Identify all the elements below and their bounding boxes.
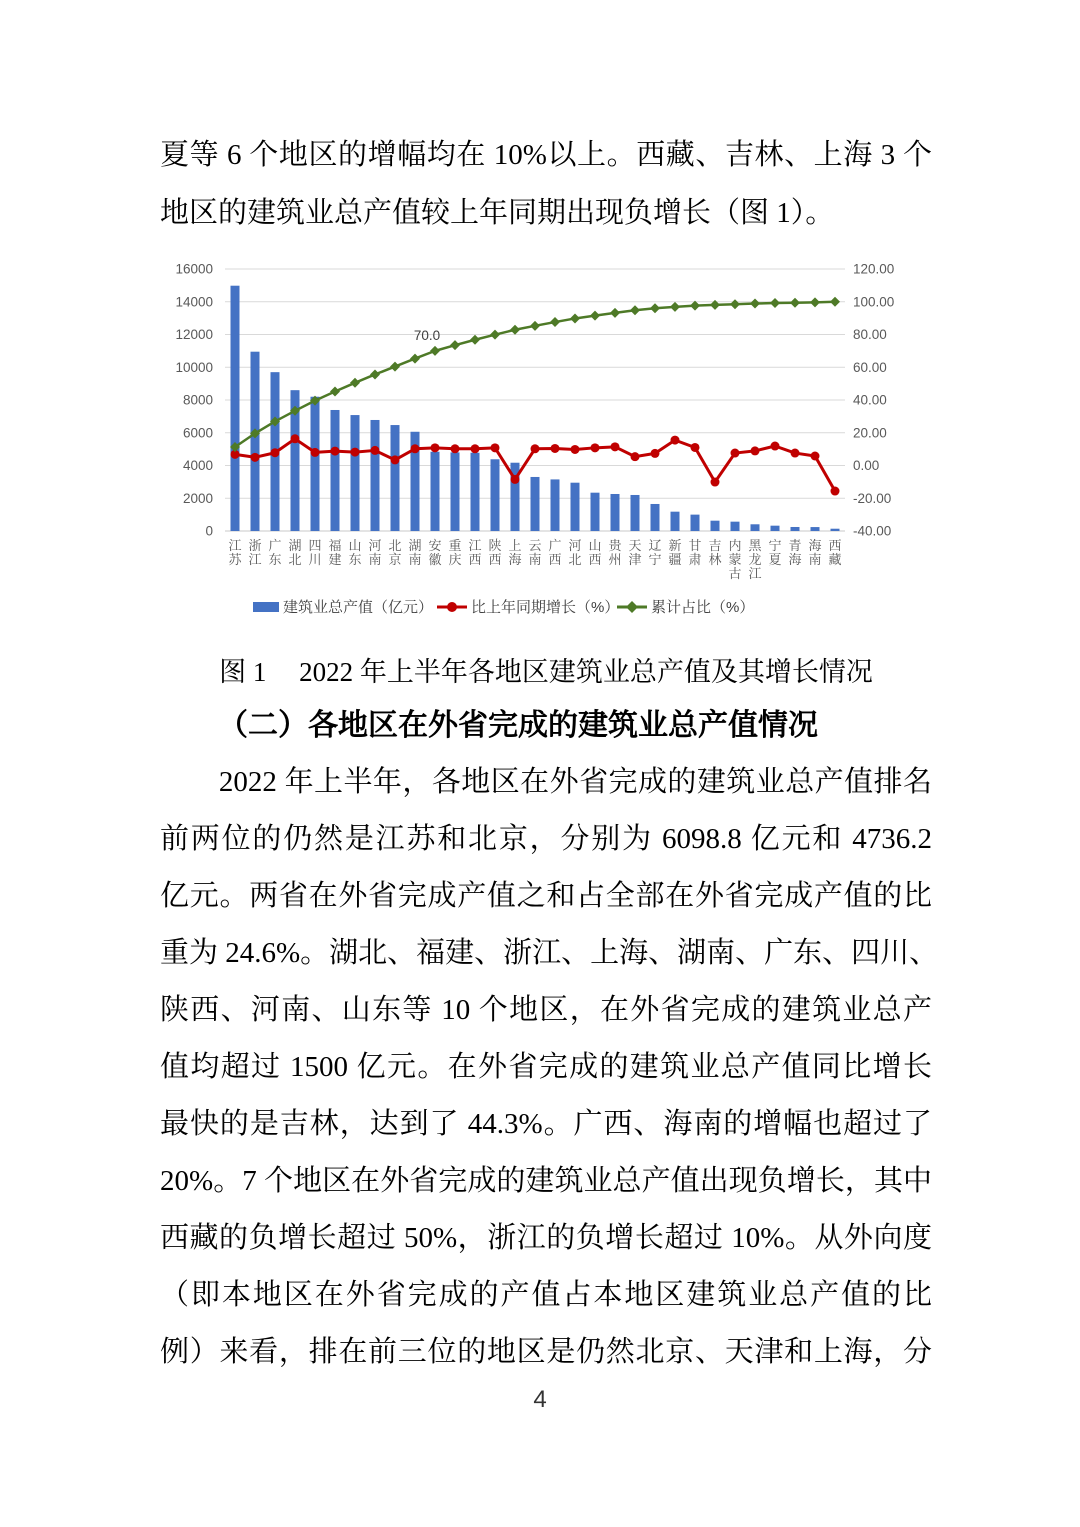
right-axis-tick-label: -20.00 — [853, 490, 892, 506]
figure-1-chart — [140, 250, 950, 635]
circle-marker — [391, 455, 400, 464]
bar — [491, 459, 500, 531]
bar — [591, 493, 600, 531]
diamond-marker — [770, 298, 780, 308]
section-heading: （二）各地区在外省完成的建筑业总产值情况 — [218, 709, 818, 742]
diamond-marker — [750, 299, 760, 309]
right-axis-tick-label: 120.00 — [853, 261, 895, 277]
bar — [431, 452, 440, 531]
bar — [831, 529, 840, 531]
x-axis-category-label: 天津 — [628, 538, 642, 567]
bar — [771, 526, 780, 531]
diamond-marker — [490, 330, 500, 340]
text-line: （即本地区在外省完成的产值占本地区建筑业总产值的比 — [160, 1279, 932, 1311]
bar — [691, 515, 700, 531]
left-axis-tick-label: 2000 — [182, 490, 213, 506]
diamond-marker — [630, 305, 640, 315]
x-axis-category-label: 海南 — [808, 538, 822, 567]
legend-label: 累计占比（%） — [651, 599, 755, 616]
x-axis-category-label: 辽宁 — [648, 538, 662, 567]
diamond-marker — [650, 303, 660, 313]
circle-marker — [371, 446, 380, 455]
circle-marker — [611, 442, 620, 451]
x-axis-category-label: 吉林 — [708, 538, 722, 567]
x-axis-category-label: 黑龙江 — [748, 538, 762, 581]
x-axis-category-label: 陕西 — [488, 538, 502, 567]
x-axis-category-label: 重庆 — [448, 538, 462, 567]
circle-marker — [651, 449, 660, 458]
x-axis-category-label: 安徽 — [428, 538, 442, 567]
x-axis-category-label: 北京 — [388, 538, 402, 567]
circle-marker — [491, 443, 500, 452]
bar — [551, 479, 560, 531]
text-line: 夏等 6 个地区的增幅均在 10%以上。西藏、吉林、上海 3 个 — [160, 139, 932, 171]
x-axis-category-label: 广东 — [268, 538, 282, 567]
x-axis-category-label: 广西 — [548, 538, 562, 567]
circle-marker — [311, 448, 320, 457]
page-number: 4 — [533, 1386, 547, 1413]
diamond-marker — [510, 325, 520, 335]
circle-marker — [531, 444, 540, 453]
text-line: 值均超过 1500 亿元。在外省完成的建筑业总产值同比增长 — [160, 1051, 932, 1083]
circle-marker — [551, 444, 560, 453]
circle-marker — [791, 449, 800, 458]
legend-circle-marker — [447, 602, 457, 612]
bar — [811, 527, 820, 531]
body-paragraph — [160, 754, 939, 1381]
bar — [751, 524, 760, 531]
right-axis-tick-label: 80.00 — [853, 327, 887, 342]
intro-paragraph — [160, 126, 932, 242]
bar — [711, 521, 720, 531]
text-line: 前两位的仍然是江苏和北京，分别为 6098.8 亿元和 4736.2 — [160, 823, 932, 855]
circle-marker — [711, 478, 720, 487]
x-axis-category-label: 西藏 — [828, 538, 842, 567]
circle-marker — [751, 446, 760, 455]
circle-marker — [251, 453, 260, 462]
x-axis-category-label: 云南 — [528, 538, 542, 567]
diamond-marker — [810, 297, 820, 307]
bar — [351, 415, 360, 531]
legend-diamond-marker — [626, 601, 638, 613]
left-axis-tick-label: 4000 — [182, 458, 213, 473]
diamond-marker — [570, 313, 580, 323]
diamond-marker — [470, 335, 480, 345]
x-axis-category-label: 福建 — [328, 538, 342, 567]
circle-marker — [411, 444, 420, 453]
diamond-marker — [790, 298, 800, 308]
diamond-marker — [530, 321, 540, 331]
left-axis-tick-label: 8000 — [182, 392, 213, 408]
bar — [311, 397, 320, 531]
left-axis-tick-label: 6000 — [182, 425, 213, 441]
text-line: 重为 24.6%。湖北、福建、浙江、上海、湖南、广东、四川、 — [160, 937, 939, 969]
text-line: 20%。7 个地区在外省完成的建筑业总产值出现负增长，其中 — [160, 1165, 932, 1197]
text-line: 西藏的负增长超过 50%，浙江的负增长超过 10%。从外向度 — [160, 1222, 932, 1254]
x-axis-category-label: 宁夏 — [768, 538, 782, 567]
diamond-marker — [430, 346, 440, 356]
diamond-marker — [390, 362, 400, 372]
x-axis-category-label: 上海 — [508, 538, 522, 567]
circle-marker — [591, 443, 600, 452]
bar — [451, 452, 460, 531]
left-axis-tick-label: 10000 — [175, 359, 213, 375]
bar — [371, 420, 380, 531]
x-axis-category-label: 浙江 — [248, 538, 262, 567]
x-axis-category-label: 湖北 — [288, 538, 302, 567]
circle-marker — [771, 442, 780, 451]
figure-caption-label: 图 1 — [219, 657, 267, 687]
diamond-marker — [550, 317, 560, 327]
data-label: 70.0 — [413, 327, 441, 343]
circle-marker — [691, 443, 700, 452]
circle-marker — [471, 444, 480, 453]
x-axis-category-label: 贵州 — [608, 538, 622, 567]
bar — [731, 522, 740, 531]
diamond-marker — [590, 311, 600, 321]
x-axis-category-label: 四川 — [308, 538, 322, 567]
circle-marker — [571, 445, 580, 454]
x-axis-category-label: 江西 — [468, 538, 482, 567]
bar — [631, 495, 640, 531]
text-line: 2022 年上半年，各地区在外省完成的建筑业总产值排名 — [160, 766, 932, 798]
circle-marker — [671, 436, 680, 445]
right-axis-tick-label: 20.00 — [853, 425, 887, 441]
right-axis-tick-label: 40.00 — [853, 392, 887, 408]
bar — [231, 286, 240, 531]
text-line: 例）来看，排在前三位的地区是仍然北京、天津和上海，分 — [160, 1336, 932, 1368]
x-axis-category-label: 河北 — [568, 538, 582, 567]
legend-label: 建筑业总产值（亿元） — [283, 599, 434, 616]
text-line: 最快的是吉林，达到了 44.3%。广西、海南的增幅也超过了 — [160, 1108, 932, 1140]
figure-caption — [160, 650, 932, 689]
right-axis-tick-label: -40.00 — [853, 523, 892, 539]
text-line: 地区的建筑业总产值较上年同期出现负增长（图 1）。 — [160, 197, 835, 229]
x-axis-category-label: 甘肃 — [688, 538, 702, 567]
diamond-marker — [830, 297, 840, 307]
pareto-chart — [140, 250, 950, 635]
x-axis-category-label: 河南 — [368, 538, 382, 567]
bar — [791, 527, 800, 531]
bar — [531, 477, 540, 531]
circle-marker — [451, 444, 460, 453]
x-axis-category-label: 山东 — [348, 538, 362, 567]
circle-marker — [351, 448, 360, 457]
bar — [471, 453, 480, 531]
legend-label: 比上年同期增长（%） — [471, 599, 620, 616]
diamond-marker — [410, 354, 420, 364]
right-axis-tick-label: 0.00 — [853, 458, 880, 473]
circle-marker — [831, 487, 840, 496]
left-axis-tick-label: 14000 — [175, 294, 213, 310]
circle-marker — [271, 448, 280, 457]
bar — [571, 483, 580, 531]
bar — [251, 352, 260, 531]
bar — [651, 504, 660, 531]
left-axis-tick-label: 16000 — [175, 261, 213, 277]
x-axis-category-label: 江苏 — [228, 538, 242, 567]
circle-marker — [431, 443, 440, 452]
circle-marker — [511, 475, 520, 484]
left-axis-tick-label: 12000 — [175, 327, 213, 342]
diamond-marker — [670, 302, 680, 312]
text-line: 陕西、河南、山东等 10 个地区，在外省完成的建筑业总产 — [160, 994, 932, 1026]
diamond-marker — [610, 308, 620, 318]
x-axis-category-label: 青海 — [788, 538, 802, 567]
right-axis-tick-label: 100.00 — [853, 294, 895, 310]
x-axis-category-label: 湖南 — [408, 538, 422, 567]
circle-marker — [811, 452, 820, 461]
diamond-marker — [370, 369, 380, 379]
x-axis-category-label: 新疆 — [668, 538, 682, 567]
text-line: 亿元。两省在外省完成产值之和占全部在外省完成产值的比 — [160, 880, 932, 912]
bar — [391, 425, 400, 531]
right-axis-tick-label: 60.00 — [853, 359, 887, 375]
circle-marker — [331, 447, 340, 456]
figure-caption-title: 2022 年上半年各地区建筑业总产值及其增长情况 — [299, 657, 873, 687]
circle-marker — [631, 452, 640, 461]
x-axis-category-label: 内蒙古 — [728, 538, 742, 581]
diamond-marker — [330, 386, 340, 396]
bar — [331, 410, 340, 531]
circle-marker — [291, 434, 300, 443]
legend-bar-swatch — [253, 602, 279, 612]
x-axis-category-label: 山西 — [588, 538, 602, 567]
circle-marker — [731, 449, 740, 458]
left-axis-tick-label: 0 — [205, 523, 213, 539]
diamond-marker — [730, 299, 740, 309]
diamond-marker — [450, 340, 460, 350]
diamond-marker — [350, 378, 360, 388]
bar — [671, 512, 680, 531]
bar — [611, 494, 620, 531]
